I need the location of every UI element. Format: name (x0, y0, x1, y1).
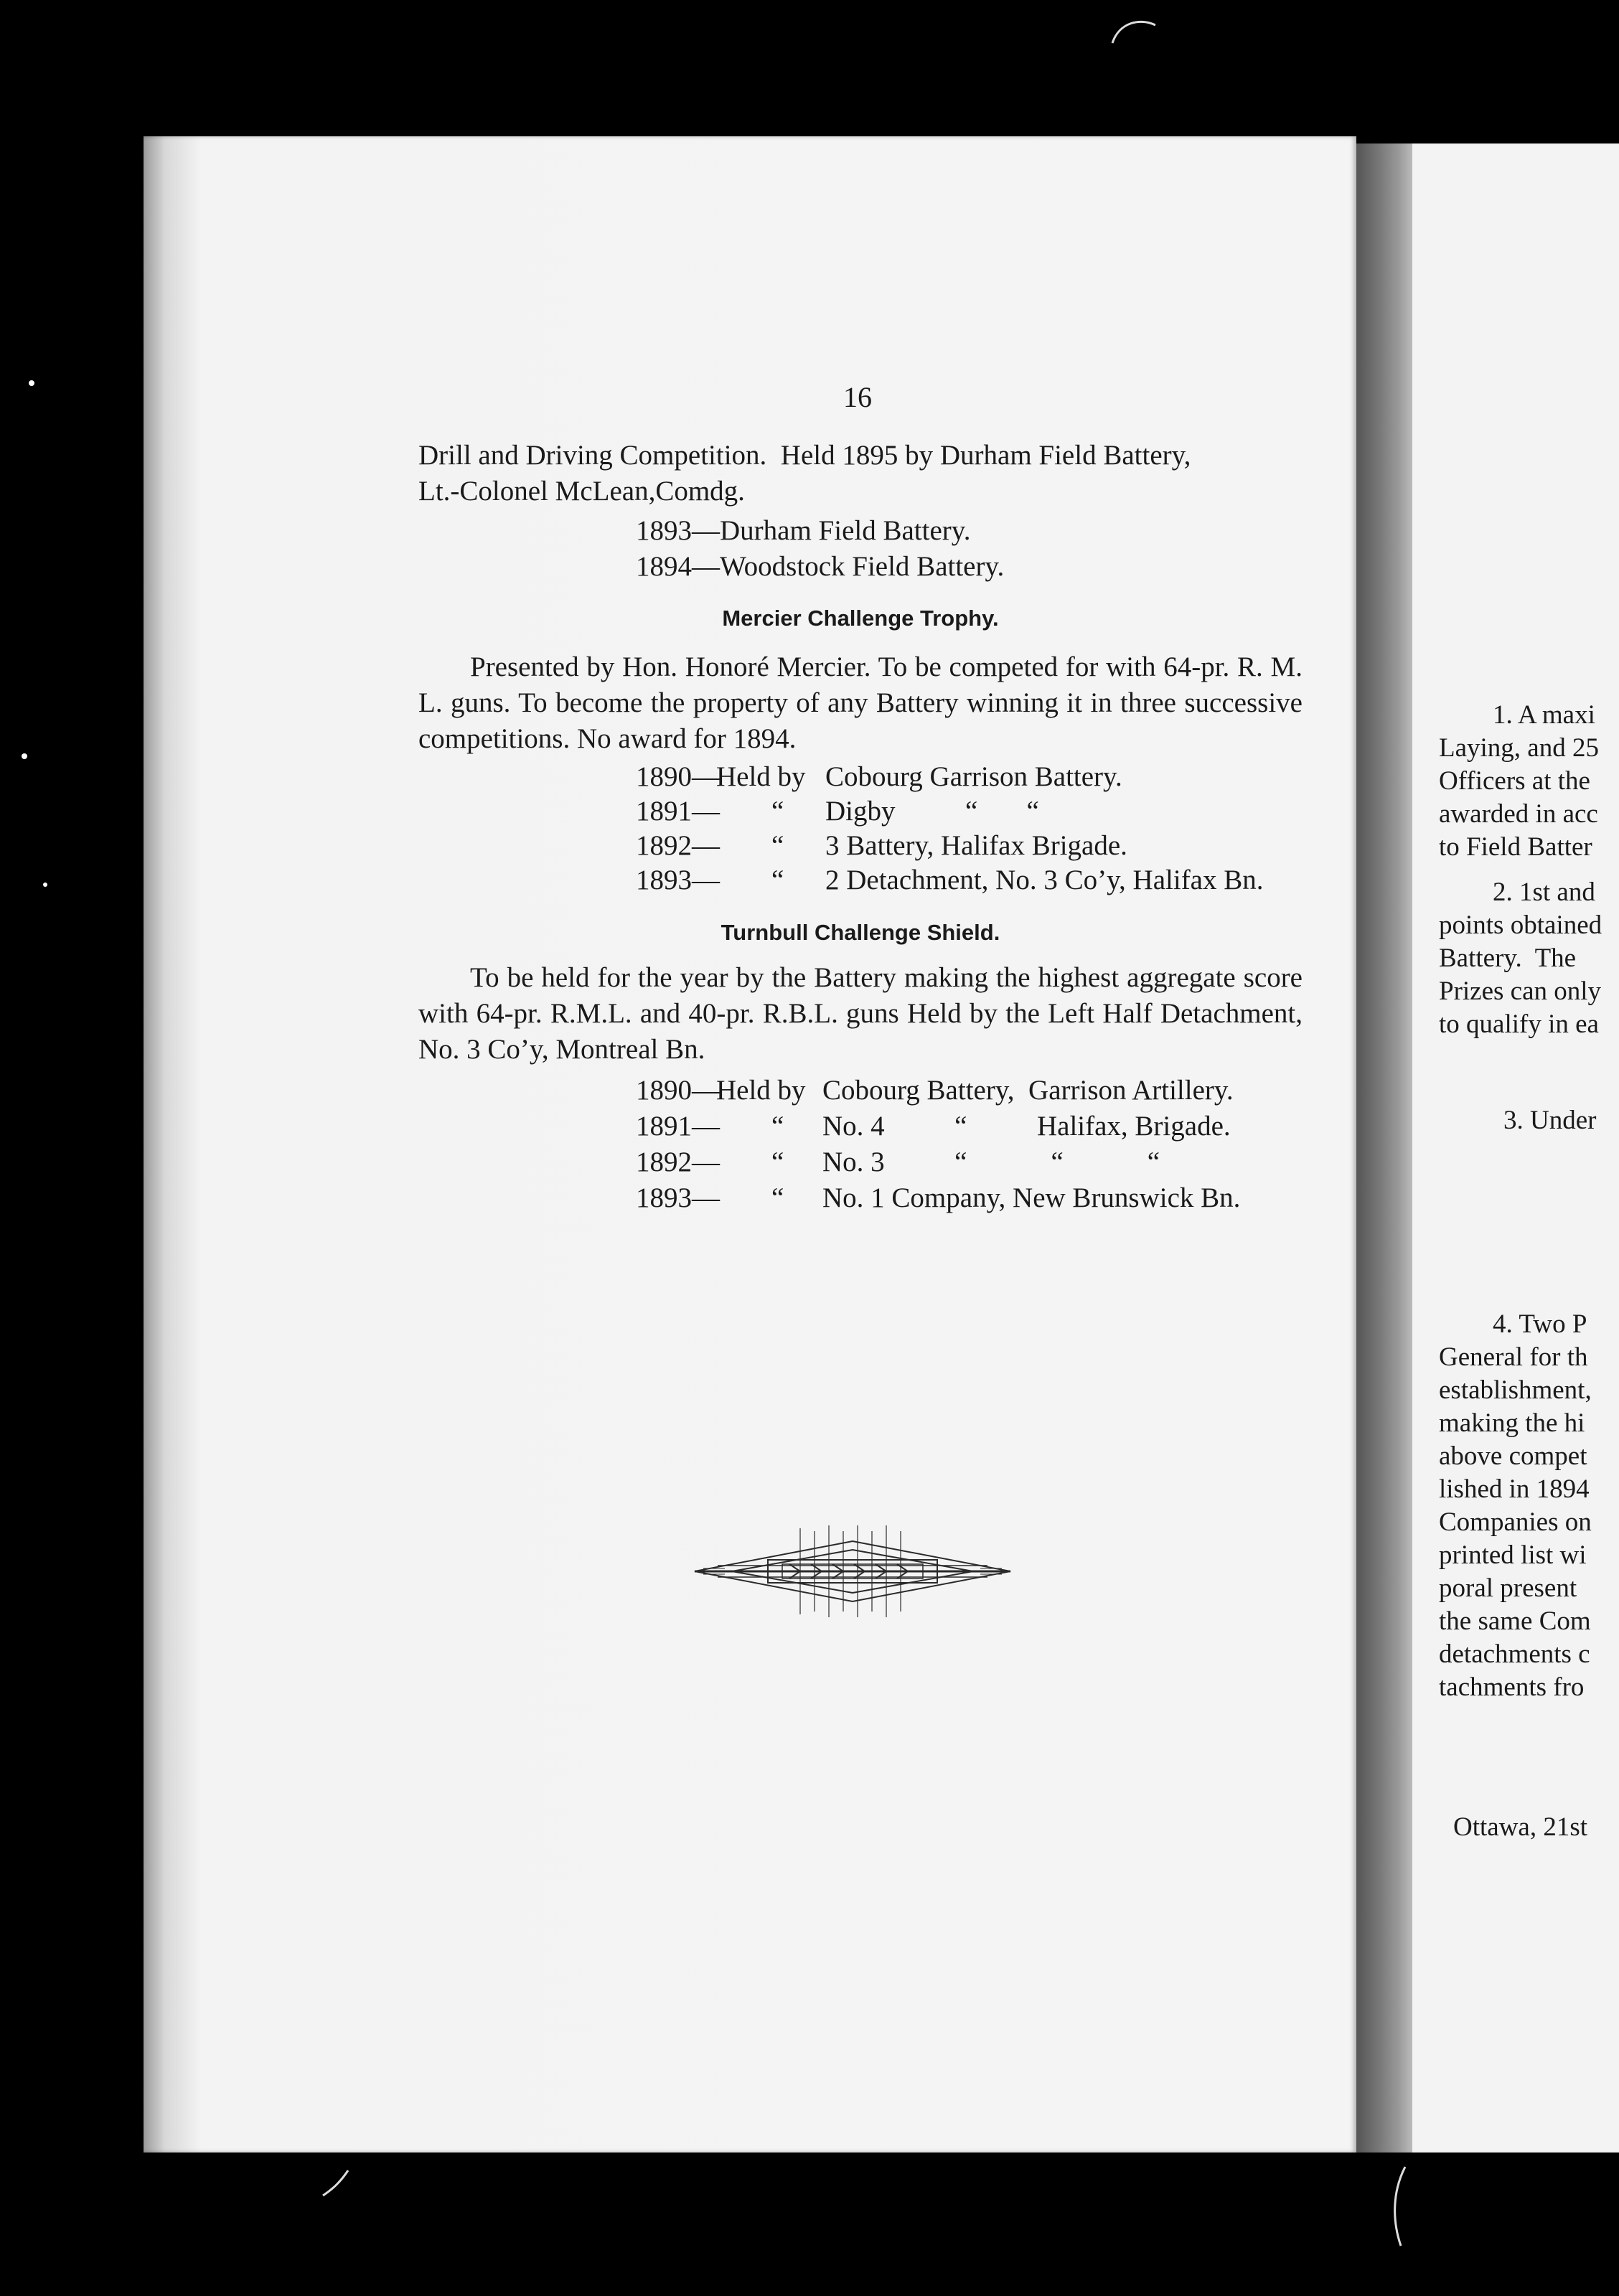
mercier-unit: 2 Detachment, No. 3 Co’y, Halifax Bn. (825, 865, 1264, 895)
intro-winner: 1893—Durham Field Battery. (636, 515, 971, 546)
turnbull-ditto: Held by (716, 1075, 806, 1106)
page-number: 16 (843, 381, 872, 413)
right-page-fragment: printed list wi (1439, 1540, 1587, 1570)
turnbull-description: To be held for the year by the Battery making the highest aggregate score with 64-pr. R.M.L. and 40-pr. R.B.L. guns Held by the Left Half Detachment, No. 3 Co’y, Montreal Bn. (418, 962, 1303, 1065)
scan-speck (29, 380, 34, 386)
turnbull-unit: No. 3 “ “ “ (822, 1147, 1160, 1177)
mercier-description: Presented by Hon. Honoré Mercier. To be competed for with 64-pr. R. M. L. guns. To become the property of any Battery winning it in three successive competitions. No award for 1894. (418, 651, 1303, 754)
intro-winner: 1894—Woodstock Field Battery. (636, 551, 1005, 582)
right-page-fragment: above compet (1439, 1441, 1587, 1471)
mercier-ditto: “ (771, 796, 784, 827)
ornament-icon (689, 1521, 1016, 1622)
turnbull-unit: No. 4 “ Halifax, Brigade. (822, 1111, 1231, 1142)
right-page-fragment: Officers at the (1439, 766, 1590, 796)
right-page-fragment: making the hi (1439, 1408, 1585, 1438)
turnbull-year: 1892— (636, 1147, 720, 1177)
right-page-fragment: to qualify in ea (1439, 1010, 1599, 1039)
scan-mark (1105, 7, 1163, 50)
turnbull-year: 1890— (636, 1075, 720, 1106)
right-page-fragment: detachments c (1439, 1639, 1590, 1669)
right-page-fragment: 2. 1st and (1493, 878, 1595, 907)
scan-speck (22, 753, 27, 759)
right-page-fragment: 1. A maxi (1493, 700, 1595, 730)
turnbull-year: 1893— (636, 1182, 720, 1213)
turnbull-ditto: “ (771, 1182, 784, 1213)
right-page-fragment: Ottawa, 21st (1453, 1812, 1588, 1842)
intro-line-2: Lt.-Colonel McLean,Comdg. (418, 476, 745, 507)
right-page-fragment: Laying, and 25 (1439, 733, 1599, 763)
turnbull-year: 1891— (636, 1111, 720, 1142)
mercier-year: 1890— (636, 761, 720, 792)
mercier-ditto: “ (771, 830, 784, 861)
turnbull-ditto: “ (771, 1147, 784, 1177)
right-page-fragment: points obtained (1439, 911, 1602, 940)
mercier-year: 1893— (636, 865, 720, 895)
right-page (1412, 144, 1619, 2152)
mercier-unit: Digby “ “ (825, 796, 1039, 827)
mercier-year: 1892— (636, 830, 720, 861)
right-page-fragment: awarded in acc (1439, 799, 1598, 829)
turnbull-unit: No. 1 Company, New Brunswick Bn. (822, 1182, 1241, 1213)
book-gutter (1356, 144, 1412, 2152)
right-page-fragment: establishment, (1439, 1375, 1592, 1405)
right-page-fragment: to Field Batter (1439, 832, 1592, 862)
right-page-fragment: General for th (1439, 1342, 1588, 1372)
scan-speck (43, 883, 47, 887)
right-page-fragment: the same Com (1439, 1606, 1591, 1636)
mercier-unit: Cobourg Garrison Battery. (825, 761, 1122, 792)
right-page-fragment: 3. Under (1503, 1106, 1597, 1135)
right-page-fragment: poral present (1439, 1573, 1577, 1603)
right-page-fragment: Prizes can only (1439, 977, 1602, 1006)
turnbull-unit: Cobourg Battery, Garrison Artillery. (822, 1075, 1234, 1106)
right-page-fragment: lished in 1894 (1439, 1474, 1590, 1504)
scan-mark (316, 2167, 359, 2203)
turnbull-heading: Turnbull Challenge Shield. (721, 920, 1000, 945)
scan-mark (1385, 2163, 1414, 2249)
mercier-unit: 3 Battery, Halifax Brigade. (825, 830, 1127, 861)
mercier-year: 1891— (636, 796, 720, 827)
intro-line-1: Drill and Driving Competition. Held 1895 by Durham Field Battery, (418, 440, 1191, 471)
right-page-fragment: 4. Two P (1493, 1309, 1587, 1339)
right-page-fragment: tachments fro (1439, 1672, 1585, 1702)
right-page-fragment: Companies on (1439, 1507, 1592, 1537)
right-page-fragment: Battery. The (1439, 944, 1577, 973)
mercier-ditto: “ (771, 865, 784, 895)
mercier-heading: Mercier Challenge Trophy. (722, 606, 999, 631)
mercier-ditto: Held by (716, 761, 806, 792)
turnbull-ditto: “ (771, 1111, 784, 1142)
